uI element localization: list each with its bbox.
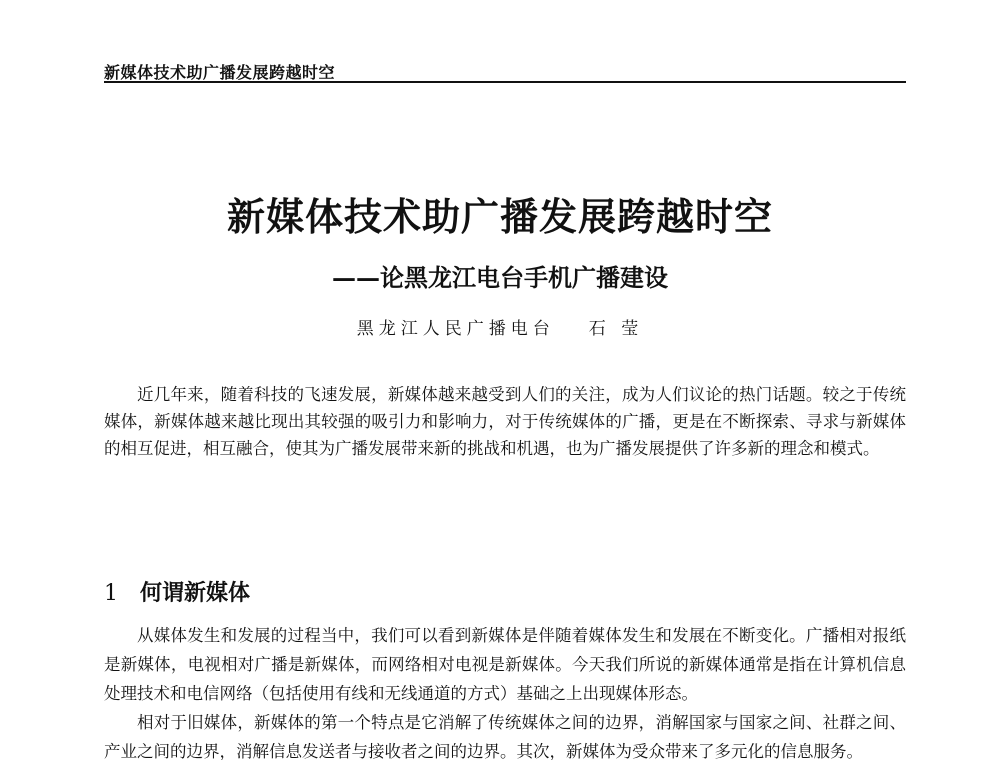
section-body (104, 621, 906, 760)
article-title: 新媒体技术助广播发展跨越时空 (226, 194, 773, 239)
author-name: 石 莹 (588, 319, 644, 339)
body-paragraph: 从媒体发生和发展的过程当中，我们可以看到新媒体是伴随着媒体发生和发展在不断变化。广播相对报纸是新媒体，电视相对广播是新媒体，而网络相对电视是新媒体。今天我们所说的新媒体通常是指在计算机信息处理技术和电信网络（包括使用有线和无线通道的方式）基础之上出现媒体形态。 (104, 626, 906, 703)
byline (0, 314, 1000, 339)
section-number: 1 (104, 581, 118, 606)
header-rule (104, 81, 906, 83)
running-header: 新媒体技术助广播发展跨越时空 (104, 63, 336, 82)
affiliation: 黑龙江人民广播电台 (356, 319, 555, 339)
body-paragraph: 相对于旧媒体，新媒体的第一个特点是它消解了传统媒体之间的边界，消解国家与国家之间、社群之间、产业之间的边界，消解信息发送者与接收者之间的边界。其次，新媒体为受众带来了多元化的信息服务。 (104, 713, 906, 760)
article-subtitle: ——论黑龙江电台手机广播建设 (332, 263, 668, 292)
abstract-paragraph: 近几年来，随着科技的飞速发展，新媒体越来越受到人们的关注，成为人们议论的热门话题。较之于传统媒体，新媒体越来越比现出其较强的吸引力和影响力，对于传统媒体的广播，更是在不断探索、寻求与新媒体的相互促进，相互融合，使其为广播发展带来新的挑战和机遇，也为广播发展提供了许多新的理念和模式。 (104, 385, 906, 458)
abstract (104, 381, 906, 462)
section-title: 何谓新媒体 (140, 580, 251, 606)
section-heading (104, 576, 250, 607)
